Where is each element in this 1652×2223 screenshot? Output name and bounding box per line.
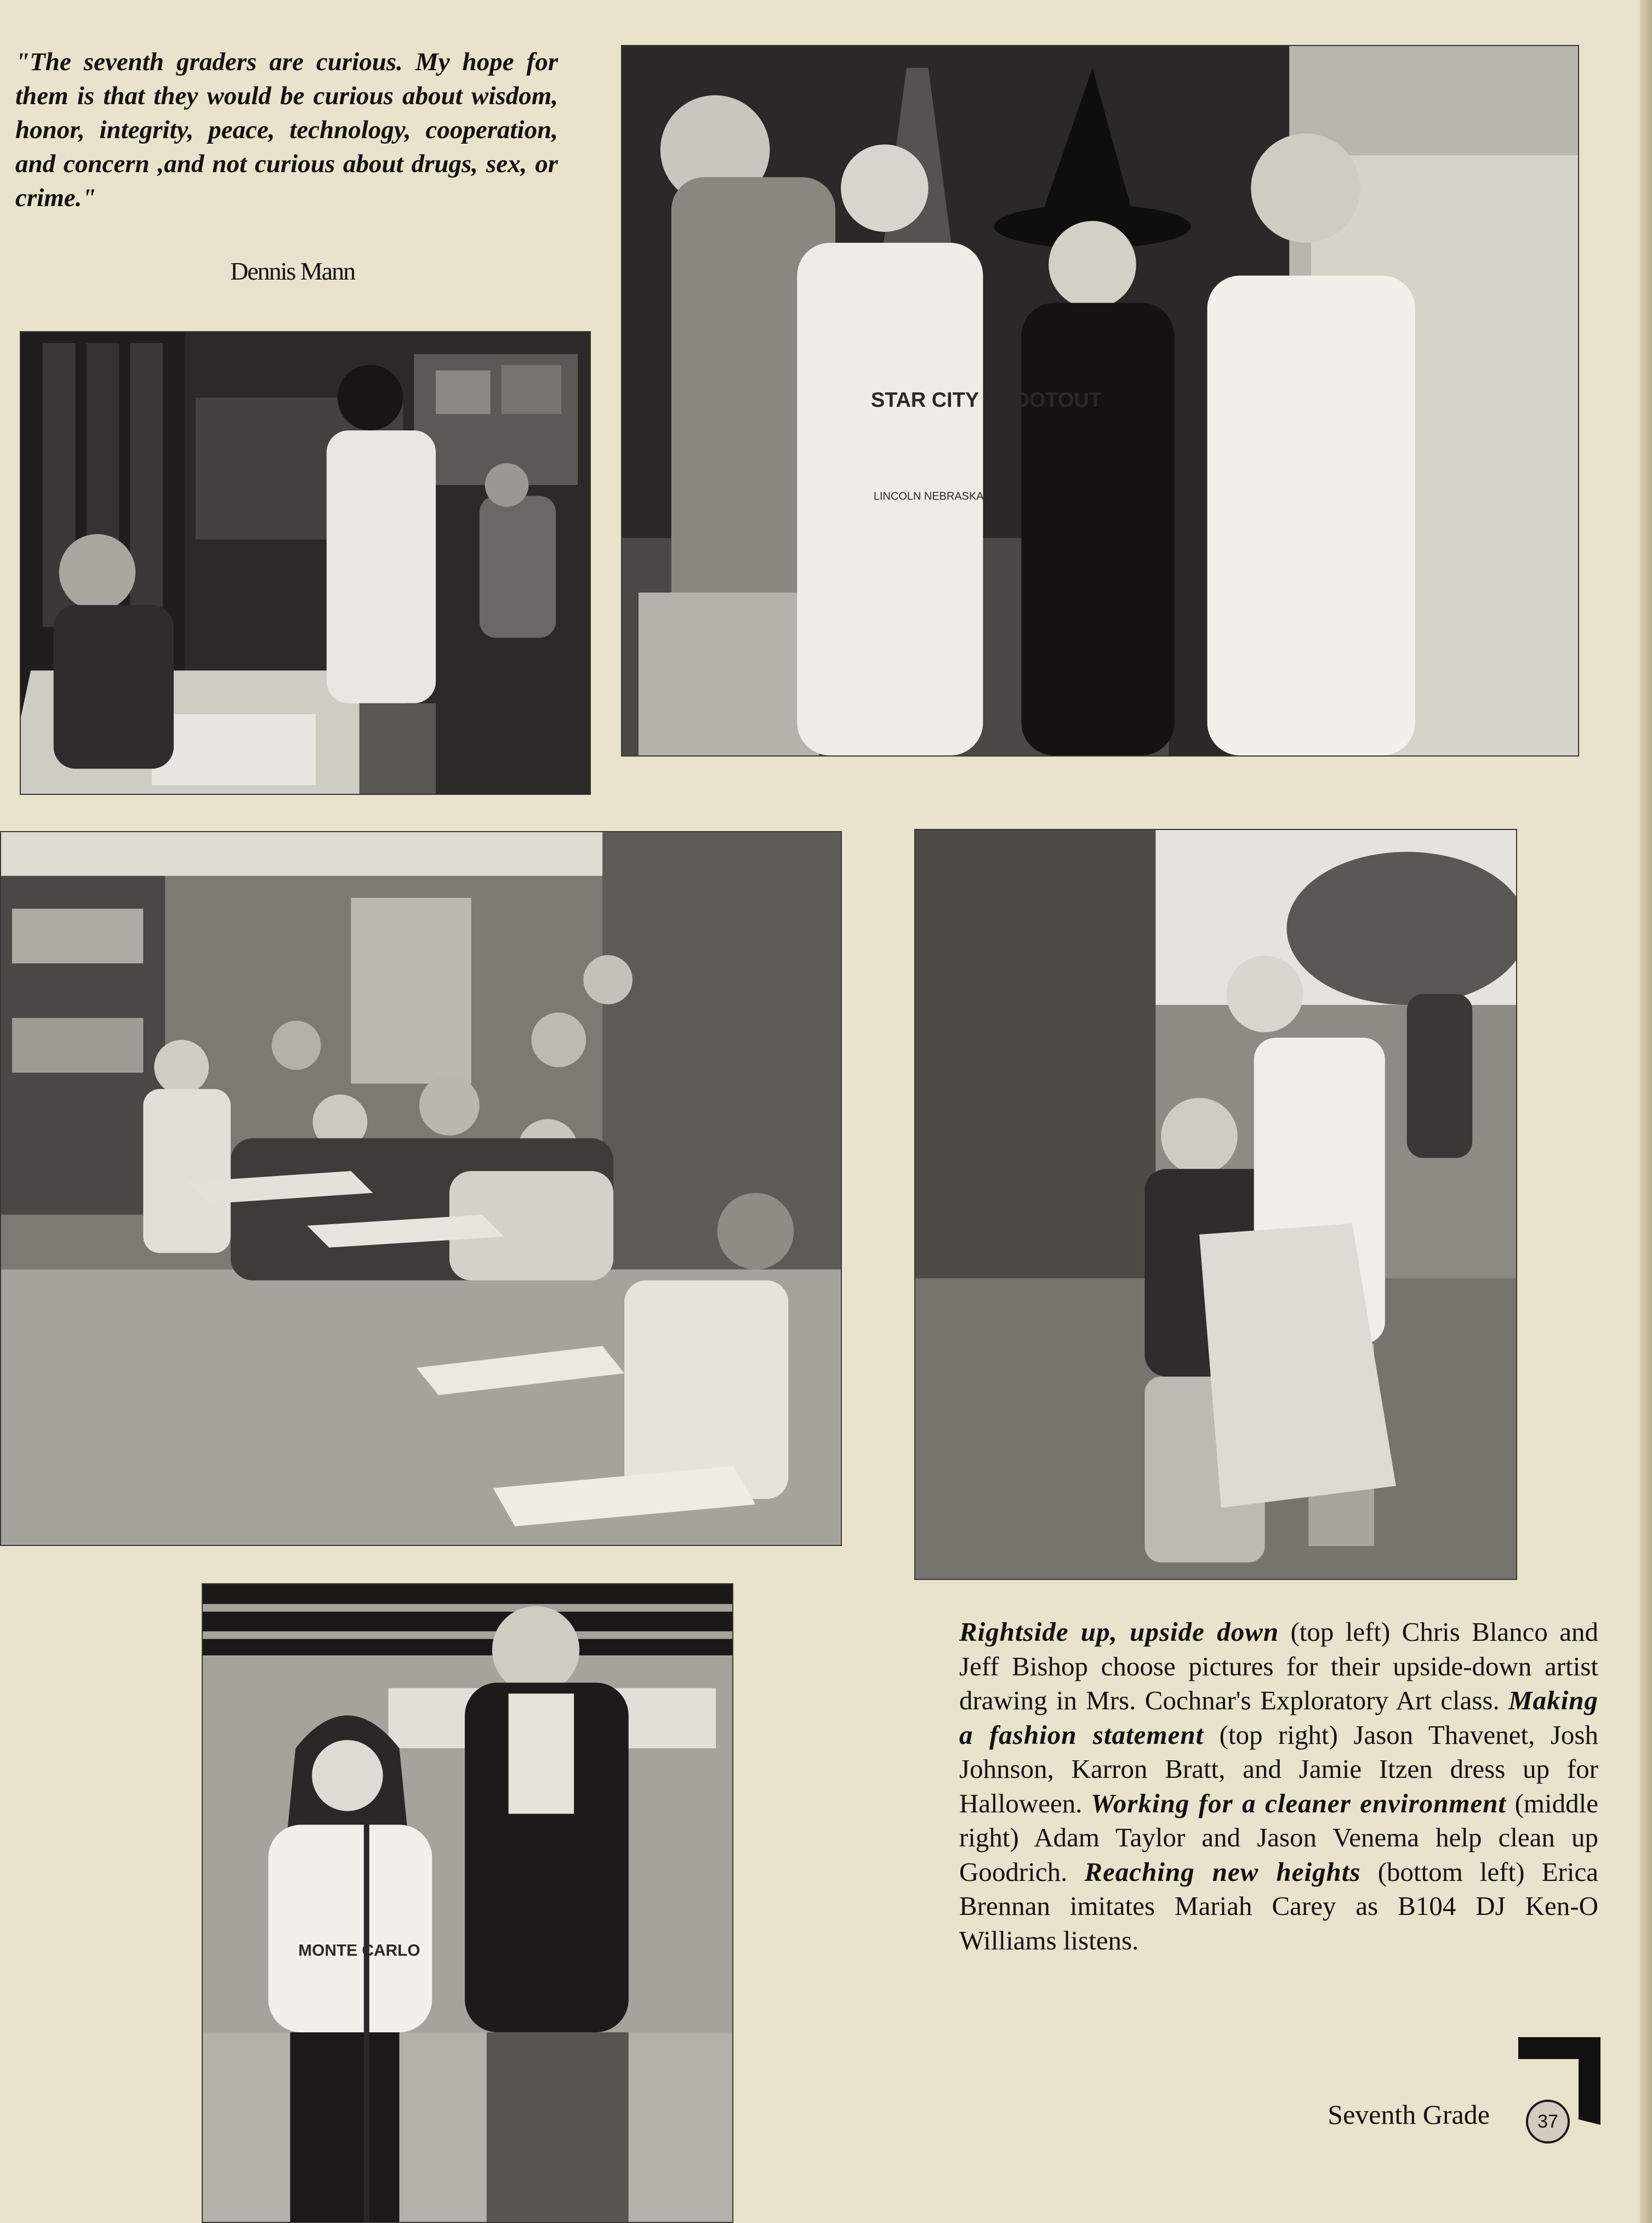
sweater-text: MONTE CARLO <box>298 1941 420 1960</box>
caption-4-title: Reaching new heights <box>1084 1856 1361 1887</box>
caption-2-title: Making a fashion statement <box>959 1685 1598 1750</box>
quote-author: Dennis Mann <box>230 257 355 285</box>
caption-3-text: (middle right) Adam Taylor and Jason Venema help clean up Goodrich. <box>959 1788 1598 1887</box>
photo-cleanup <box>914 829 1517 1580</box>
page-number: 37 <box>1526 2100 1570 2144</box>
photo-singing <box>202 1583 733 2223</box>
quote-text: "The seventh graders are curious. My hope for them is that they would be curious about wisdom, honor, integrity, peace, technology, cooperation, and concern ,and not curious about drugs, sex, or crime." <box>15 48 558 212</box>
page-edge-shadow <box>1640 0 1652 2223</box>
photo-art-class <box>20 331 591 795</box>
shirt-small-text: LINCOLN NEBRASKA <box>873 490 984 503</box>
photo-captions <box>959 1615 1598 1958</box>
caption-1-title: Rightside up, upside down <box>959 1617 1279 1647</box>
caption-3-title: Working for a cleaner environment <box>1090 1788 1507 1818</box>
section-label: Seventh Grade <box>1328 2099 1490 2130</box>
shirt-text: STAR CITY SHOOTOUT <box>870 388 1102 412</box>
photo-classroom <box>0 831 842 1546</box>
caption-4-text: (bottom left) Erica Brennan imitates Mariah Carey as B104 DJ Ken-O Williams listens. <box>959 1856 1598 1955</box>
caption-2-text: (top right) Jason Thavenet, Josh Johnson, Karron Bratt, and Jamie Itzen dress up for Halloween. <box>959 1719 1598 1818</box>
caption-1-text: (top left) Chris Blanco and Jeff Bishop choose pictures for their upside-down artist drawing in Mrs. Cochnar's Exploratory Art class. <box>959 1617 1598 1715</box>
photo-halloween-costumes <box>621 45 1579 757</box>
